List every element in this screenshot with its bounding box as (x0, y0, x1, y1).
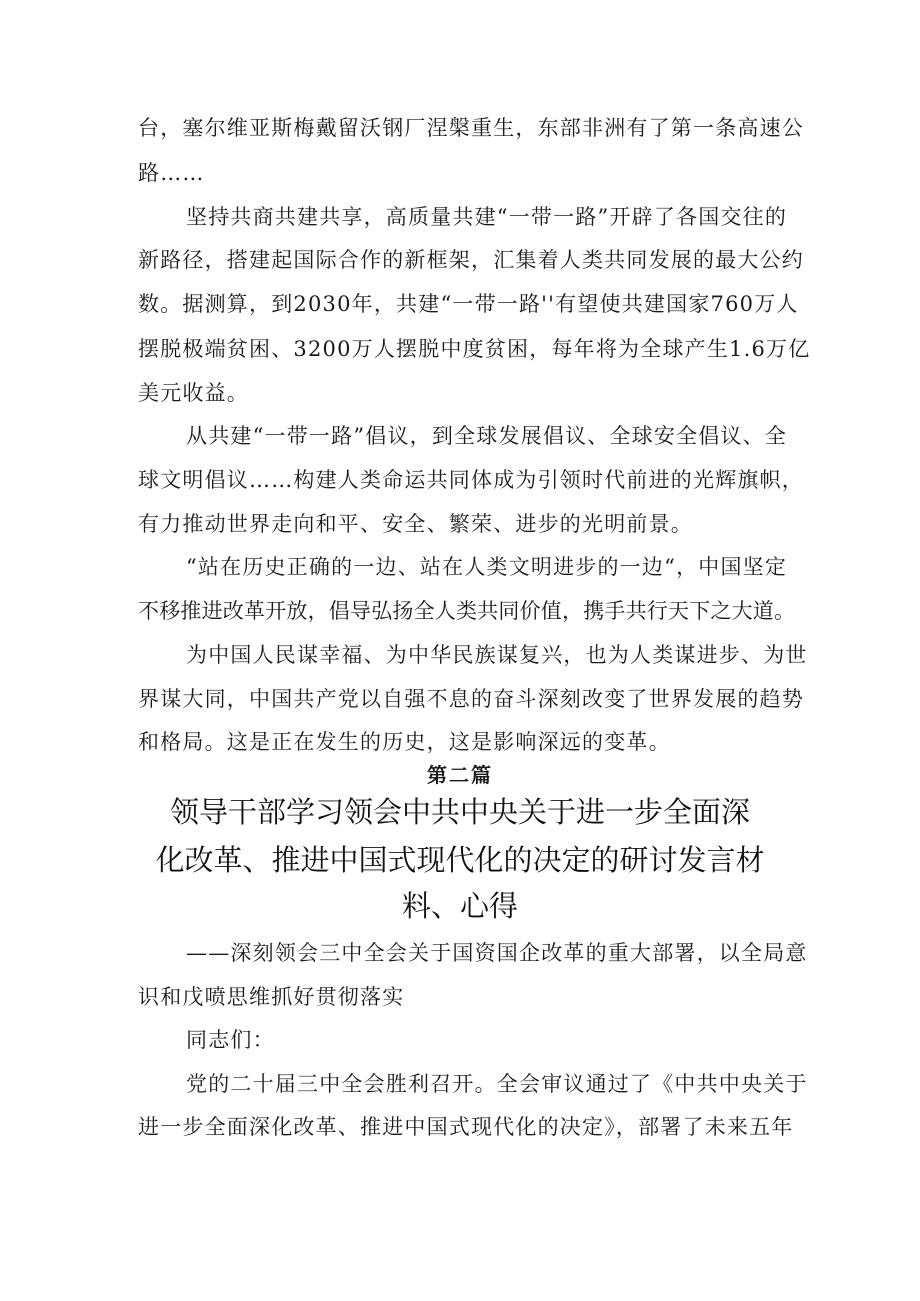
section-label: 第二篇 (427, 763, 493, 787)
salutation: 同志们： (186, 1028, 275, 1052)
paragraph-5-line-2: 界谋大同，中国共产党以自强不息的奋斗深刻改变了世界发展的趋势 (138, 687, 804, 711)
title-line-1: 领导干部学习领会中共中央关于进一步全面深 (169, 795, 750, 829)
paragraph-1-line-1: 台，塞尔维亚斯梅戴留沃钢厂涅槃重生，东部非洲有了第一条高速公 (138, 116, 804, 140)
paragraph-4-line-2: 不移推进改革开放，倡导弘扬全人类共同价值，携手共行天下之大道。 (138, 599, 796, 623)
paragraph-2-line-2: 新路径，搭建起国际合作的新框架，汇集着人类共同发展的最大公约 (138, 248, 804, 272)
title-line-2: 化改革、推进中国式现代化的决定的研讨发言材 (155, 843, 765, 877)
paragraph-5-line-3: 和格局。这是正在发生的历史，这是影响深远的变革。 (138, 730, 671, 754)
paragraph-5-line-1: 为中国人民谋幸福、为中华民族谋复兴，也为人类谋进步、为世 (186, 643, 808, 667)
paragraph-6-line-2: 进一步全面深化改革、推进中国式现代化的决定》，部署了未来五年 (138, 1115, 794, 1139)
paragraph-3-line-1: 从共建“一带一路”倡议，到全球发展倡议、全球安全倡议、全 (186, 424, 788, 448)
paragraph-2-line-3: 数。据测算，到2030年，共建“一带一路''有望使共建国家760万人 (138, 292, 799, 316)
subtitle-line-1: ——深刻领会三中全会关于国资国企改革的重大部署，以全局意 (186, 941, 808, 965)
paragraph-3-line-2: 球文明倡议……构建人类命运共同体成为引领时代前进的光辉旗帜， (138, 468, 804, 492)
paragraph-6-line-1: 党的二十届三中全会胜利召开。全会审议通过了《中共中央关于 (186, 1072, 808, 1096)
paragraph-2-line-4: 摆脱极端贫困、3200万人摆脱中度贫困，每年将为全球产生1.6万亿 (138, 337, 811, 361)
paragraph-2-line-1: 坚持共商共建共享，高质量共建“一带一路”开辟了各国交往的 (186, 205, 788, 229)
subtitle-line-2: 识和戊喷思维抓好贯彻落实 (138, 985, 405, 1009)
title-line-3: 料、心得 (401, 889, 518, 923)
paragraph-1-line-2: 路…… (138, 161, 205, 185)
paragraph-2-line-5: 美元收益。 (138, 381, 249, 405)
paragraph-4-line-1: “站在历史正确的一边、站在人类文明进步的一边“，中国坚定 (186, 555, 788, 579)
paragraph-3-line-3: 有力推动世界走向和平、安全、繁荣、进步的光明前景。 (138, 512, 693, 536)
